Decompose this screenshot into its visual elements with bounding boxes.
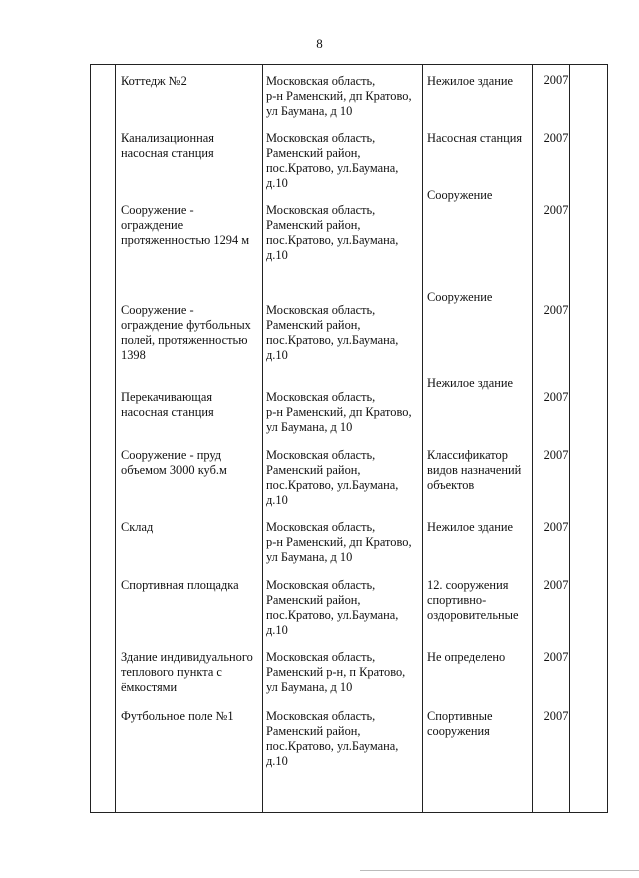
object-type: Сооружение bbox=[427, 290, 493, 304]
column-divider bbox=[262, 65, 263, 812]
object-year: 2007 bbox=[543, 73, 569, 87]
object-year: 2007 bbox=[543, 131, 569, 145]
object-type: Спортивные сооружения bbox=[427, 709, 493, 738]
object-year: 2007 bbox=[543, 709, 569, 723]
object-year: 2007 bbox=[543, 578, 569, 592]
object-name: Сооружение - пруд объемом 3000 куб.м bbox=[121, 448, 227, 477]
object-type: Сооружение bbox=[427, 188, 493, 202]
object-name: Здание индивидуального теплового пункта с ёмкостями bbox=[121, 650, 253, 694]
column-divider bbox=[569, 65, 570, 812]
object-address: Московская область, Раменский р-н, п Кратово, ул Баумана, д 10 bbox=[266, 650, 406, 694]
object-address: Московская область, р-н Раменский, дп Кратово, ул Баумана, д 10 bbox=[266, 74, 412, 118]
object-address: Московская область, Раменский район, пос.Кратово, ул.Баумана, д.10 bbox=[266, 131, 399, 190]
object-year: 2007 bbox=[543, 303, 569, 317]
object-address: Московская область, Раменский район, пос.Кратово, ул.Баумана, д.10 bbox=[266, 709, 399, 768]
object-name: Спортивная площадка bbox=[121, 578, 239, 592]
object-type: Нежилое здание bbox=[427, 520, 514, 534]
page-number: 8 bbox=[316, 36, 323, 51]
object-name: Сооружение - ограждение футбольных полей, протяженностью 1398 bbox=[121, 303, 251, 362]
property-table bbox=[90, 64, 608, 813]
object-address: Московская область, р-н Раменский, дп Кратово, ул Баумана, д 10 bbox=[266, 520, 412, 564]
object-year: 2007 bbox=[543, 448, 569, 462]
object-type: Классификатор видов назначений объектов bbox=[427, 448, 522, 492]
object-type: Насосная станция bbox=[427, 131, 523, 145]
object-name: Канализационная насосная станция bbox=[121, 131, 214, 160]
object-year: 2007 bbox=[543, 390, 569, 404]
object-type: Нежилое здание bbox=[427, 74, 514, 88]
column-divider bbox=[115, 65, 116, 812]
object-year: 2007 bbox=[543, 203, 569, 217]
object-name: Склад bbox=[121, 520, 154, 534]
object-name: Коттедж №2 bbox=[121, 74, 187, 88]
scan-edge-line bbox=[360, 870, 639, 871]
object-address: Московская область, Раменский район, пос.Кратово, ул.Баумана, д.10 bbox=[266, 448, 399, 507]
object-address: Московская область, Раменский район, пос.Кратово, ул.Баумана, д.10 bbox=[266, 578, 399, 637]
object-name: Сооружение - ограждение протяженностью 1294 м bbox=[121, 203, 250, 247]
object-address: Московская область, р-н Раменский, дп Кратово, ул Баумана, д 10 bbox=[266, 390, 412, 434]
object-name: Футбольное поле №1 bbox=[121, 709, 234, 723]
object-name: Перекачивающая насосная станция bbox=[121, 390, 214, 419]
object-type: 12. сооружения спортивно- оздоровительные bbox=[427, 578, 519, 622]
object-year: 2007 bbox=[543, 520, 569, 534]
object-address: Московская область, Раменский район, пос.Кратово, ул.Баумана, д.10 bbox=[266, 303, 399, 362]
object-year: 2007 bbox=[543, 650, 569, 664]
object-type: Не определено bbox=[427, 650, 506, 664]
object-type: Нежилое здание bbox=[427, 376, 514, 390]
object-address: Московская область, Раменский район, пос.Кратово, ул.Баумана, д.10 bbox=[266, 203, 399, 262]
column-divider bbox=[532, 65, 533, 812]
